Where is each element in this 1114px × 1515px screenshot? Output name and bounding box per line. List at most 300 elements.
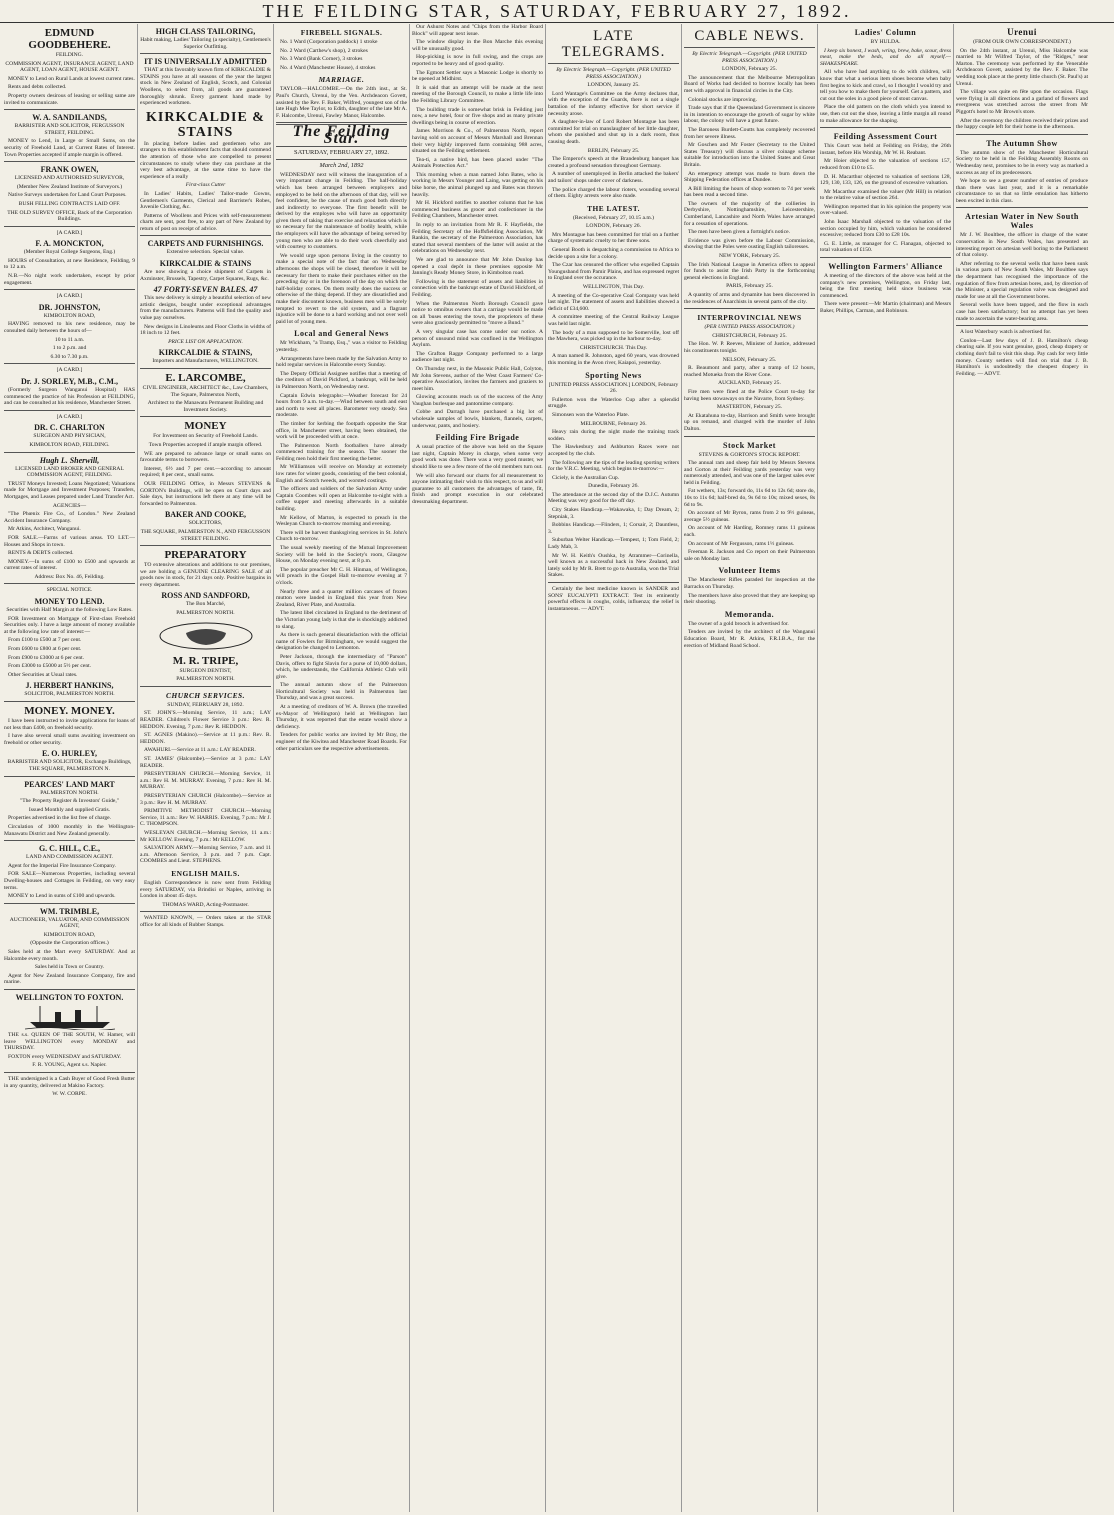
- sherwill-text: FOR SALE.—Farms of various areas. TO LET.—Houses and Shops in town.: [4, 534, 135, 548]
- column-7: [818, 24, 954, 1512]
- volunteer-head: Volunteer Items: [718, 566, 781, 576]
- sporting-news-head: Sporting News: [585, 370, 642, 380]
- artesian-text: Mr J. W. Boultbee, the officer in charge of the water conservation in New South Wales, has presented an interesting report on artesian well boring to the Parliament of that colony.: [956, 232, 1088, 259]
- divider: [820, 127, 951, 128]
- charlton-address: KIMBOLTON ROAD, FEILDING.: [29, 441, 110, 448]
- stock-item: On account of Mr Fergusson, rams 1½ guineas.: [688, 540, 795, 547]
- hill-name: G. C. HILL, C.E.,: [38, 844, 101, 854]
- ks-price-list: PRICE LIST ON APPLICATION.: [168, 338, 243, 345]
- johnston-name: DR. JOHNSTON,: [38, 302, 101, 312]
- stock-item: On account of Mr Byron, rams from 2 to 9½ guineas, average 5½ guineas.: [684, 510, 815, 523]
- court-item: This Court was held at Feilding on Friday, the 26th instant, before His Worship, Mr W. H. Reabant.: [820, 143, 951, 156]
- johnston-text: HAVING removed to his new residence, may be consulted daily between the hours of—: [4, 321, 135, 335]
- church-service: AWAHURI.—Service at 11 a.m.: LAY READER.: [144, 747, 256, 754]
- ks-text: Importers and Manufacturers, WELLINGTON.: [152, 358, 259, 365]
- divider: [4, 226, 135, 227]
- owen-name: FRANK OWEN,: [40, 165, 99, 175]
- court-item: Mr Macarthur examined the valuer (Mr Hill) in relation to the relative value of section 264.: [820, 188, 951, 202]
- local-news-item: Arrangements have been made by the Salvation Army to hold regular services in Halcombe every Sunday.: [276, 355, 407, 369]
- trimble-text: Agent for New Zealand Insurance Company, fire and marine.: [4, 972, 135, 986]
- news-item: The Grafton Ragge Company performed to a large audience last night.: [412, 350, 543, 364]
- money-text: WE are prepared to advance large or small sums on favourable terms to borrowers.: [140, 450, 271, 464]
- divider: [4, 1072, 135, 1073]
- cable-item: Trade says that if the Queensland Government is sincere in its intention to encourage the growth of sugar by white labour, the colony will have a great future.: [684, 105, 815, 125]
- baker-cooke-address: THE SQUARE, PALMERSTON N., AND FERGUSSON STREET FEILDING.: [140, 528, 271, 542]
- news-item: The window display in the Bon Marche this evening will be unusually good.: [412, 39, 543, 52]
- news-item: Hop-picking is now in full swing, and the crops are reported to be heavy and of good quality.: [412, 54, 543, 67]
- divider: [4, 289, 135, 290]
- monckton-card: [A CARD.]: [56, 229, 83, 236]
- telegram-item: A committee meeting of the Central Railway League was held last night.: [548, 314, 679, 327]
- trimble-text: Sales held in Town or Country.: [34, 964, 105, 971]
- dateline: CHRISTCHURCH. This Day.: [579, 344, 648, 351]
- column-8: [954, 24, 1090, 1512]
- monckton-member: (Member Royal College Surgeons, Eng.): [23, 249, 116, 256]
- autumn-show-head: The Autumn Show: [986, 138, 1058, 148]
- divider: [684, 308, 815, 309]
- cable-item: The Baroness Burdett-Coutts has completely recovered from her severe illness.: [684, 126, 815, 140]
- special-notice-text: Other Securities at Usual rates.: [8, 671, 78, 678]
- church-service: ST. JAMES' (Halcombe).—Service at 3 p.m.: LAY READER.: [140, 756, 271, 769]
- sandilands-name: W. A. SANDILANDS,: [32, 113, 107, 123]
- trimble-text: KIMBOLTON ROAD,: [43, 931, 96, 938]
- dateline: [UNITED PRESS ASSOCIATION.] LONDON, February 26.: [548, 381, 679, 395]
- sorley-card: [A CARD.]: [56, 367, 83, 374]
- telegram-item: Mrs Montague has been committed for trial on a further charge of systematic cruelty to her three sons.: [548, 231, 679, 245]
- interprovincial-sub: (PER UNITED PRESS ASSOCIATION.): [704, 324, 795, 331]
- fire-brigade-head: Feilding Fire Brigade: [435, 433, 520, 443]
- special-notice-text: From £100 to £500 at 7 per cent.: [8, 637, 82, 644]
- column-1: [2, 24, 138, 1512]
- divider: [140, 686, 271, 687]
- cable-item: Mr Goschen and Mr Foster (Secretary to the United States Treasury) will discuss a silver coinage scheme suitable for introduction into the United States and Great Britain.: [684, 142, 815, 168]
- urenui-sub: (FROM OUR OWN CORRESPONDENT.): [973, 39, 1071, 45]
- memoranda-item: The owner of a gold brooch is advertised for.: [688, 620, 789, 627]
- sporting-item: Ciciely, is the Australian Cup.: [552, 474, 620, 481]
- money-text: Interest, 6½ and 7 per cent.—according to amount required; 8 per cent., small sums.: [140, 465, 271, 479]
- telegram-item: A daughter-in-law of Lord Robert Montague has been committed for trial on manslaughter of her little daughter, whom she punished and shut up in a dark room, thus causing death.: [548, 119, 679, 145]
- artesian-head: Artesian Water in New South Wales: [965, 212, 1079, 231]
- memoranda-head: Memoranda.: [724, 609, 775, 619]
- sporting-item: City Stakes Handicap.—Wakawaka, 1; Day Dream, 2; Stepniak, 3.: [548, 507, 679, 520]
- divider: [4, 583, 135, 584]
- special-notice-text: From £3000 to £5000 at 5½ per cent.: [8, 663, 92, 670]
- ks-text: First-class Cutter: [185, 182, 226, 189]
- cable-item: The Irish National League in America offers to appeal for funds to assist the Irish Party in the forthcoming general elections in England.: [684, 261, 815, 281]
- divider: [4, 410, 135, 411]
- hurley-name: E. O. HURLEY,: [41, 749, 98, 759]
- ladies-column-head: Ladies' Column: [854, 28, 917, 37]
- local-news-item: As there is such general dissatisfaction with the official name of Fowlers for Birmingham, we would suggest the designation be changed to Lemonton.: [276, 632, 407, 652]
- trimble-text: Sales held at the Mart every SATURDAY. And at Halcombe every month.: [4, 949, 135, 962]
- divider: [4, 363, 135, 364]
- goodbehere-town: FEILDING.: [55, 52, 84, 58]
- newspaper-page: [2, 24, 1112, 1512]
- ks-text: In Ladies' Habits, Ladies' Tailor-made Gowns, Gentlemen's Garments, Clerical and Barrister's Robes, Juvenile Clothing, &c.: [140, 190, 271, 211]
- church-service: WESLEYAN CHURCH.—Morning Service, 11 a.m.: Mr KELLOW. Evening, 7 p.m.: Mr KELLOW.: [140, 829, 271, 843]
- johnston-road: KIMBOLTON ROAD,: [43, 312, 96, 319]
- dateline: AUCKLAND, February 25.: [718, 380, 781, 387]
- late-telegrams-head: LATE TELEGRAMS.: [561, 28, 666, 60]
- advt-text: Conlon—Last few days of J. B. Hamilton's cheap clearing sale. If you want genuine, good, cheap drapery or clothing don't fail to visit this shop. Pay cash for very little money. County settlers will find on trial that J. B. Hamilton's is undoubtedly the cheapest drapery in Feilding. — ADVT.: [956, 337, 1088, 377]
- larcombe-name: E. LARCOMBE,: [165, 372, 246, 384]
- cable-item: Evidence was given before the Labour Commission, showing that the Poles were ousting English tailoresses.: [684, 237, 815, 251]
- assessment-court-head: Feilding Assessment Court: [833, 132, 938, 142]
- fire-brigade-text: A usual practice of the above was held on the Square last night, Captain Morey in charge, when some very good work was done. There was a very good muster, we should like to see a few more of the old members turn out.: [412, 444, 543, 471]
- stock-sub: STEVENS & GORTON'S STOCK REPORT.: [698, 451, 801, 458]
- dateline: PARIS, February 25.: [726, 283, 773, 290]
- owen-text: THE OLD SURVEY OFFICE, Back of the Corporation Buildings.: [7, 209, 132, 223]
- pearces-text: "The Property Register & Investors' Guide,": [19, 798, 120, 805]
- ks-text: This new delivery is simply a beautiful selection of new artistic designs, bought under exceptional advantages from the manufacturers. Patterns will find the quality and value pay ourselves.: [140, 295, 271, 322]
- editorial-date: March 2nd, 1892: [319, 162, 364, 170]
- telegram-item: A number of unemployed in Berlin attacked the bakers' and tailors' shops under cover of darkness.: [548, 171, 679, 184]
- church-service: ST. AGNES (Makino).—Service at 11 p.m.: Rev. R. HEDDON.: [140, 732, 271, 745]
- sherwill-text: "The Phœnix Fire Co., of London." New Zealand Accident Insurance Company.: [4, 511, 135, 524]
- news-item: James Morrison & Co., of Palmerston North, report having sold on account of Messrs Marshall and Brennan their very highly improved farm containing 988 acres, situated on the Feilding settlement.: [412, 128, 543, 155]
- sherwill-text: TRUST Moneys Invested; Loans Negotiated; Valuations made for Mortgage and Investment Purposes; Transfers, Mortgages, and Leases prepared under Land Transfer Act.: [4, 480, 135, 500]
- firebell-head: FIREBELL SIGNALS.: [300, 28, 383, 37]
- church-date: SUNDAY, FEBRUARY 28, 1892.: [167, 701, 244, 708]
- local-news-item: Nearly three and a quarter million carcases of frozen mutton were landed in England this year from New Zealand, River Plate, and Australia.: [276, 588, 407, 608]
- ladies-epigraph: I keep six honest, I wash, wring, brew, bake, scour, dress meat, make the beds, and do all myself.—SHAKESPEARE.: [820, 47, 951, 67]
- tailoring-text: THAT at this favorably known firm of KIRKCALDIE & STAINS you have at all seasons of the year the largest stock in New Zealand of English, Scotch, and Colonial Woollens, to select from, all goods are guaranteed thoroughly shrunk. Every garment hand made by experienced workmen.: [140, 67, 271, 107]
- telegram-item: The Czar has censured the officer who expelled Captain Youngusband from Pamir Plains, and has expressed regret to England over the occurance.: [548, 262, 679, 282]
- firebell-item: No. 2 Ward (Carthew's shop), 2 strokes: [280, 47, 368, 54]
- volunteer-item: The members have also proved that they are keeping up their shooting.: [684, 592, 815, 606]
- news-item: Tea-ti, a native bird, has been placed under "The Animals Protection Act.": [412, 156, 543, 170]
- trimble-name: WM. TRIMBLE,: [39, 906, 100, 916]
- local-news-item: Mr Wickham, "a Tramp, Esq.," was a visitor to Feilding yesterday.: [276, 340, 407, 353]
- mails-text: English Correspondence is now sent from Feilding every SATURDAY, via Brindisi or Naples, arriving in London in about 45 days.: [140, 879, 271, 900]
- preparatory-title: PREPARATORY: [164, 549, 247, 562]
- local-news-item: The popular preacher Mr C. H. Hinman, of Wellington, will preach in the Gospel Hall to-morrow evening at 7 o'clock.: [276, 566, 407, 586]
- news-item: Mr H. Hickford notifies to another column that he has commenced business as grocer and confectioner in the Feilding Chambers, Manchester street.: [412, 200, 543, 220]
- local-news-item: The timber for kerbing the footpath opposite the Star office, in Manchester street, having been obtained, the work will be proceeded with at once.: [276, 420, 407, 441]
- church-service: PRESBYTERIAN CHURCH.—Morning Service, 11 a.m.: Rev H. M. MURRAY. Evening, 7 p.m.: Rev H. M. MURRAY.: [140, 771, 271, 791]
- inter-item: At Ekatahuna to-day, Harrison and Smith were brought up on remand, and charged with the murder of John Dalton.: [684, 412, 815, 432]
- divider: [140, 545, 271, 546]
- telegram-item: A meeting of the Co-operative Coal Company was held last night. The statement of assets and liabilities showed a deficit of £34,600.: [548, 292, 679, 312]
- tooth-emblem-icon: [140, 621, 271, 651]
- ross-text: PALMERSTON NORTH.: [176, 610, 235, 617]
- tailoring-title: HIGH CLASS TAILORING,: [155, 27, 256, 36]
- pearces-text: Properties advertised in the list free of charge.: [8, 815, 112, 822]
- owen-title: LICENSED AND AUTHORISED SURVEYOR,: [14, 175, 125, 182]
- pearces-town: PALMERSTON NORTH.: [40, 789, 99, 796]
- marriage-text: TAYLOR—HALCOMBE.—On the 24th inst., at St. Paul's Church, Urenui, by the Ven. Archdeacon Govett, assisted by the Rev. F. Baker, Wilfred, youngest son of the late Hugh Mee Taylor, to Edith, daughter of the late Mr A. F. Halcombe, Urenui, Fawley Manor, Halcombe.: [276, 86, 407, 119]
- sporting-item: The following are the tips of the leading sporting writers for the V.R.C. Meeting, which begins to-morrow:—: [548, 459, 679, 473]
- news-item: On Thursday next, in the Masonic Public Hall, Colyton, Mr John Stevens, author of the West Coast Farmers' Co-operative Association, invites the farmers and graziers to meet him.: [412, 365, 543, 392]
- inter-item: The Hon. W. P. Reeves, Minister of Justice, addressed his constituents tonight.: [684, 341, 815, 354]
- foxton-text: THE s.s. QUEEN OF THE SOUTH, W. Hamer, will leave WELLINGTON every MONDAY and THURSDAY.: [4, 1032, 135, 1052]
- sherwill-text: MONEY.—In sums of £100 to £500 and upwards at current rates of interest.: [4, 558, 135, 572]
- divider: [4, 701, 135, 702]
- divider: [4, 161, 135, 162]
- sherwill-text: Address: Box No. 46, Feilding.: [34, 573, 105, 580]
- stock-item: The annual ram and sheep fair held by Messrs Stevens and Gorton at their Feilding yards yesterday was very numerously attended, and was one of the largest sales ever held in Feilding.: [684, 460, 815, 486]
- local-news-head: Local and General News: [294, 329, 389, 339]
- dateline: BERLIN, February 25.: [587, 147, 640, 154]
- goodbehere-text: Rents and debts collected.: [8, 84, 67, 91]
- divider: [684, 47, 815, 48]
- monckton-text: HOURS of Consultation, at new Residence, Feilding, 9 to 12 a.m.: [4, 257, 135, 271]
- local-news-item: Mr Williamson will receive on Monday at extremely low rates for winter goods, consisting of the best colonial, English and Scotch tweeds, and worsted costings.: [276, 464, 407, 484]
- news-item: We are glad to announce that Mr John Dunlop has opened a coal depôt in these premises opposite Mr Janning's Ready Money Store, in Kimbolton road.: [412, 257, 543, 277]
- sporting-item: Suburban Welter Handicap.—Tempest, 1; Tom Field, 2; Lady Mab, 3.: [548, 537, 679, 551]
- divider: [956, 207, 1088, 208]
- column-5: [546, 24, 682, 1512]
- ks-text: New designs in Linoleums and Floor Cloths in widths of 18 inch to 12 feet.: [140, 323, 271, 337]
- tripe-title: SURGEON DENTIST,: [179, 667, 232, 674]
- sporting-item: Simonsen won the Waterloo Plate.: [552, 411, 629, 418]
- tailoring-text: Habit making, Ladies' Tailoring (a specialty), Gentlemen's Superior Outfitting.: [140, 37, 271, 50]
- local-news-item: Peter Jackson, through the intermediary of "Parson" Davis, offers to fight Slavin for a purse of 10,000 dollars, which, he understands, the California Athletic Club will give.: [276, 653, 407, 680]
- divider: [140, 235, 271, 236]
- news-item: Glowing accounts reach us of the success of the Amy Vaughan burlesque and pantomime company.: [412, 394, 543, 407]
- column-3: [274, 24, 410, 1512]
- local-news-item: The usual weekly meeting of the Mutual Improvement Society will be held in the Society's room, Glasgow House, on Monday evening next, at 8 p.m.: [276, 545, 407, 565]
- cable-item: Colonial stocks are improving.: [688, 96, 757, 103]
- artesian-text: After referring to the several wells that have been sunk in various parts of New South Wales, Mr Boultbee says the department has recognised the importance of the regulation of flow from artesian bores, and, by direction of the Minister, a special regulation valve was designed and made for use at all the Government bores.: [956, 260, 1088, 300]
- goodbehere-name: EDMUND GOODBEHERE.: [28, 27, 111, 51]
- news-item: The Egmont Settler says a Masonic Lodge is shortly to be opened at Midhirst.: [412, 69, 543, 83]
- ks-text: Are now showing a choice shipment of Carpets in Axminster, Brussels, Tapestry, Carpet Squares, Rugs, &c.: [140, 269, 271, 282]
- firebell-item: No. 3 Ward (Bank Corner), 3 strokes: [280, 56, 363, 63]
- kirkcaldie-stains-banner: KIRKCALDIE & STAINS: [146, 109, 265, 140]
- money-title: MONEY: [184, 420, 227, 433]
- dateline: (Received, February 27, 10.15 a.m.): [573, 214, 654, 221]
- interprovincial-head: INTERPROVINCIAL NEWS: [697, 313, 802, 323]
- divider: [140, 53, 271, 54]
- owen-text: BUSH FELLING CONTRACTS LAID OFF.: [18, 200, 121, 207]
- divider: [4, 989, 135, 990]
- foxton-text: FOXTON every WEDNESDAY and SATURDAY.: [8, 1053, 122, 1060]
- hankins-name: J. HERBERT HANKINS,: [25, 681, 114, 691]
- divider: [4, 840, 135, 841]
- local-news-item: At a meeting of creditors of W. A. Brown (the travelled ex-Mayor of Wellington) held at Wellington last Thursday, it was reported that the estate would show a deficiency.: [276, 704, 407, 730]
- hill-text: MONEY to Lend in sums of £100 and upwards.: [8, 893, 116, 900]
- special-notice-text: From £900 to £3000 at 6 per cent.: [8, 654, 85, 661]
- church-service: ST. JOHN'S.—Morning Service, 11 a.m.; LAY READER. Children's Flower Service 3 p.m.: Rev. R. HEDDON. Evening, 7 p.m.: Rev R. HEDDON.: [140, 710, 271, 730]
- sorley-name: Dr. J. SORLEY, M.B., C.M.,: [21, 377, 118, 386]
- dateline: LONDON, February 25.: [722, 66, 777, 73]
- larcombe-text: CIVIL ENGINEER, ARCHITECT &c., Law Chambers, The Square, Palmerston North,: [142, 385, 269, 398]
- monckton-text: N.B.—No night work undertaken, except by prior engagement.: [4, 273, 135, 286]
- ks-bales: 47 FORTY-SEVEN BALES. 47: [153, 285, 258, 295]
- urenui-text: The village was quite en fête upon the occasion. Flags were flying in all directions and a garland of flowers and evergreens was stretched across the street from Mr Piggott's hotel to Mr Brown's store.: [956, 89, 1088, 115]
- ks-text: In placing before ladies and gentlemen who are strangers to this establishment facts that should commend the attention of those who are compelled to present circumstances to study where they can purchase at the very best advantage, at the same time to have the experience of a really: [140, 140, 271, 180]
- owen-text: Native Surveys undertaken for Land Court Purposes.: [8, 192, 127, 199]
- local-news-item: The Deputy Official Assignee notifies that a meeting of the creditors of David Pickford, a bankrupt, will be held in Palmerston North, on Wednesday next.: [276, 370, 407, 390]
- telegram-item: The police charged the labour rioters, wounding several of them. Eighty arrests were also made.: [548, 186, 679, 200]
- dateline: NELSON, February 25.: [722, 356, 777, 363]
- cable-item: A quantity of arms and dynamite has been discovered in the residences of Anarchists in several parts of the city.: [684, 292, 815, 305]
- money-text: OUR FEILDING Office, in Messrs STEVENS & GORTON's Buildings, will be open on Court days and Sale days, but instructions left there at any time will be forwarded to Palmerston.: [140, 480, 271, 507]
- telegram-item: General Booth is despatching a commission to Africa to decide upon a site for a colony.: [548, 247, 679, 260]
- stock-item: Freeman R. Jackson and Co report on their Palmerston sale on Monday last.: [684, 549, 815, 562]
- money-text: For Investment on Security of Freehold Lands.: [153, 433, 258, 440]
- foxton-title: WELLINGTON TO FOXTON.: [15, 993, 124, 1003]
- local-news-item: There will be harvest thanksgiving services in St. John's Church to-morrow.: [276, 529, 407, 543]
- court-item: John Isaac Marshall objected to the valuation of the section occupied by him, which valuation he considered excessive; reduced from £30 to £28 10s.: [820, 219, 951, 239]
- dateline: LONDON, January 25.: [587, 82, 640, 89]
- divider: [4, 903, 135, 904]
- court-item: Mr Hoier objected to the valuation of sections 157, reduced from £10 to £5.: [820, 158, 951, 171]
- wanted-text: WANTED KNOWN, — Orders taken at the STAR office for all kinds of Rubber Stamps.: [140, 915, 271, 928]
- goodbehere-roles: COMMISSION AGENT, INSURANCE AGENT, LAND AGENT, LOAN AGENT, HOUSE AGENT.: [5, 60, 134, 74]
- dateline: WELLINGTON, This Day.: [582, 284, 645, 291]
- editorial-text: We would urge upon persons living in the country to make a special note of the fact that on Wednesday afternoons the shops will be closed, therefore it will be necessary for them to make their purchases either on the preceding day or in the forenoon of the day on which the half-holiday comes. On them really does the success or otherwise of the thing depend. If they are dissatisfied and make their discontent known, business men will be sorely tempted to revert to the old system, and a flagrant injustice will be done to a hard working and not over well paid lot of young men.: [276, 252, 407, 325]
- cable-item: The announcement that the Melbourne Metropolitan Board of Works had decided to borrow locally has been met with approval in financial circles in the City.: [684, 74, 815, 94]
- fire-brigade-text: We will also forward our charts for all measurement to anyone intimating their wish to this respect, to us and will guarantee to all customers the advantages of taste, fit, finish and prompt execution in our celebrated dressmaking department.: [412, 472, 543, 505]
- cable-item: A Bill limiting the hours of shop women to 74 per week has been read a second time.: [684, 185, 815, 199]
- ross-sandford-name: ROSS AND SANDFORD,: [161, 591, 250, 601]
- sporting-item: Mr W. H. Keith's Oushka, by Atrammer—Corinella, well known as a successful hack in New Zealand, and lately sold by Mr R. Brett to go to Australia, won the Trial Stakes.: [548, 552, 679, 579]
- pearces-text: Issued Monthly and supplied Gratis.: [28, 806, 111, 813]
- divider: [4, 109, 135, 110]
- news-item: The building trade is somewhat brisk in Feilding just now, a new hotel, four or five shops and as many private dwellings being in course of erection.: [412, 106, 543, 126]
- ladies-text: All who have had anything to do with children, will know that what a serious item shoes become when baby first begins to kick and crawl, so I thought I would try and tell you how to make them for yourself. Get a pattern, and cut out the soles in a good piece of stout canvas.: [820, 69, 951, 102]
- corpe-name: W. W. CORPE.: [52, 1091, 87, 1098]
- goodbehere-text: MONEY to Lend on Rural Lands at lowest current rates.: [8, 75, 135, 82]
- special-notice-title: MONEY TO LEND.: [34, 597, 105, 607]
- news-item: A very singular case has come under our notice. A person of unsound mind was confined in the Wellington Asylum.: [412, 328, 543, 349]
- divider: [820, 257, 951, 258]
- ks-carpets-title: CARPETS AND FURNISHINGS.: [147, 239, 264, 249]
- news-item: Our Ashurst Notes and "Chips from the Harbor Board Block" will appear next issue.: [412, 24, 543, 37]
- firebell-item: No. 4 Ward (Manchester House), 4 strokes: [280, 64, 376, 71]
- baker-cooke-title: SOLICITORS,: [188, 520, 223, 527]
- the-latest-head: THE LATEST.: [587, 203, 640, 213]
- memoranda-item: Tenders are invited by the architect of the Wanganui Education Board, Mr R. Atkins, F.R.I.B.A., for the erection of Midland Road School.: [684, 629, 815, 649]
- news-item: Cobbe and Darragh have purchased a big lot of wholesale samples of bowls, blankets, flannels, carpets, underwear, pants, and hosiery.: [412, 409, 543, 429]
- english-mails-head: ENGLISH MAILS.: [171, 868, 240, 878]
- johnston-hours: 10 to 11 a.m.: [54, 336, 85, 343]
- dateline: MASTERTON, February 25.: [716, 404, 783, 411]
- ks-text: Extensive selection. Special value.: [166, 249, 245, 256]
- hankins-title: SOLICITOR, PALMERSTON NORTH.: [24, 691, 115, 698]
- local-news-item: The latest libel circulated in England to the detriment of the Victorian young lady is that she is shockingly addicted to slang.: [276, 610, 407, 630]
- cable-item: An emergency attempt was made to burn down the Shipping Federation offices at Dundee.: [684, 170, 815, 184]
- foxton-agent: F. R. YOUNG, Agent s.s. Napier.: [32, 1062, 107, 1069]
- charlton-title: SURGEON AND PHYSICIAN,: [33, 433, 106, 440]
- dateline: Dunedin, February 26.: [588, 483, 639, 490]
- ladies-byline: BY HULDA.: [870, 39, 901, 45]
- johnston-card: [A CARD.]: [56, 293, 83, 300]
- ks-text: Patterns of Woollens and Prices with self-measurement charts are sent, post free, to any part of New Zealand by return of post on receipt of advice.: [140, 212, 271, 232]
- volunteer-item: The Manchester Rifles paraded for inspection at the Barracks on Thursday.: [684, 577, 815, 590]
- urenui-head: Urenui: [1007, 27, 1037, 37]
- news-item: In reply to an invitation from Mr R. F. Hayfields, the Feilding Secretary of the Hoffsfielding Association, Mr Rankin, the secretary of the Palmerston Association, has stated that several members of the latter will assist at the celebrations on Wednesday next.: [412, 222, 543, 255]
- special-notice-text: Securities with Half Margin at the following Low Rates.: [6, 607, 133, 614]
- inter-item: Fire men were fined at the Police Court to-day for having been stowaways on the Navarre, from Sydney.: [684, 388, 815, 402]
- pearces-name: PEARCES' LAND MART: [24, 779, 115, 789]
- johnston-hours: 1 to 2 p.m. and: [52, 345, 87, 352]
- paper-title: The Feilding Star.: [292, 123, 391, 147]
- charlton-name: DR. C. CHARLTON: [34, 423, 105, 433]
- advt-text: Certainly the best medicine known is SANDER and SONS' EUCALYPTI EXTRACT. Test its eminently powerful effects in coughs, colds, influenza; the relief is instantaneous. — ADVT.: [548, 586, 679, 612]
- column-2: [138, 24, 274, 1512]
- johnston-hours: 6.30 to 7.30 p.m.: [50, 353, 89, 360]
- divider: [4, 776, 135, 777]
- sandilands-text: MONEY to Lend, in Large or Small Sums, on the security of Freehold Land, at Current Rates of Interest. Town Properties accepted if ample margin is offered.: [4, 138, 135, 158]
- money-text: Town Properties accepted if ample margin offered.: [148, 441, 263, 448]
- cable-news-sub: By Electric Telegraph.—Copyright. (PER UNITED PRESS ASSOCIATION.): [692, 51, 807, 64]
- local-news-item: Captain Edwin telegraphs:—Weather forecast for 24 hours from 9 a.m. to-day.—Wind between south and east and north to west all places. Barometer very steady. Sea moderate.: [276, 392, 407, 419]
- news-item: This morning when a man named John Bates, who is working in Messrs Younger and Laing, was getting on his bike horse, the animal plunged up and Bates was thrown heavily.: [412, 171, 543, 198]
- show-text: We hope to see a greater number of entries of produce than there was last year, and it is a remarkable circumstance to us that so little emulation has hitherto been excited in this class.: [956, 178, 1088, 204]
- local-news-item: Mr Kellow, of Marton, is expected to preach in the Wesleyan Church to-morrow morning and evening.: [276, 514, 407, 528]
- telegram-item: The Emperor's speech at the Brandenburg banquet has created a profound sensation throughout Germany.: [548, 156, 679, 169]
- baker-cooke-name: BAKER AND COOKE,: [164, 510, 247, 520]
- local-news-item: The officers and soldiers of the Salvation Army under Captain Coombes will open at Halcombe to-night with a coffee supper and meeting afterwards in a suitable building.: [276, 486, 407, 513]
- dateline: CHRISTCHURCH, February 25.: [712, 332, 787, 339]
- dateline: LONDON, February 26.: [586, 223, 641, 230]
- sherwill-name: Hugh L. Sherwill,: [39, 455, 100, 465]
- divider: [548, 63, 679, 64]
- hill-text: FOR SALE—Numerous Properties, including several Dwelling-houses and Cottages in Feilding, on very easy terms.: [4, 871, 135, 891]
- monckton-name: F. A. MONCKTON,: [35, 239, 104, 249]
- masthead: [0, 0, 1114, 23]
- local-news-item: The Palmerston North footballers have already commenced training for the season. The sooner the Feilding men hold their first meeting the better.: [276, 442, 407, 462]
- divider: [956, 134, 1088, 135]
- alliance-item: There were present:—Mr Martin (chairman) and Messrs Baker, Phillips, Carman, and Robinson.: [820, 301, 951, 314]
- sporting-item: Bobbins Handicap.—Flinders, 1; Corsair, 2; Dauntless, 3.: [548, 522, 679, 535]
- stock-market-head: Stock Market: [723, 440, 776, 450]
- news-item: It is said that an attempt will be made at the next meeting of the Borough Council, to make a little life into the Feilding Library Committee.: [412, 84, 543, 104]
- urenui-text: On the 24th instant, at Urenui, Miss Halcombe was married to Mr Wilfred Taylor, of the "Ridges," near Marton. The ceremony was performed by the Venerable Archdeacon Govett, assisted by the Rev. F. Baker. The wedding took place at the pretty little church (St. Paul's) at Urenui.: [956, 47, 1088, 87]
- money-title: MONEY. MONEY.: [24, 705, 115, 717]
- hill-text: Agent for the Imperial Fire Insurance Company.: [8, 862, 116, 869]
- money-text: I have been instructed to invite applications for loans of not less than £400, on freehold security.: [4, 718, 135, 731]
- sherwill-title: LICENSED LAND BROKER AND GENERAL COMMISSION AGENT, FEILDING.: [15, 465, 124, 479]
- cable-news-head: CABLE NEWS.: [694, 28, 805, 44]
- money-text: I have also several small sums awaiting investment on freehold or other security.: [4, 733, 135, 746]
- church-service: SALVATION ARMY.—Morning Service, 7 a.m. and 11 a.m. Afternoon Service, 3 p.m. and 7 p.m. Capt. COOMBES and Lieut. STEPHENS.: [140, 845, 271, 865]
- divider: [140, 368, 271, 369]
- farmers-alliance-head: Wellington Farmers' Alliance: [828, 262, 943, 272]
- goodbehere-text: Property owners desirous of leasing or selling same are invited to communicate.: [4, 92, 135, 106]
- news-item: When the Palmerston North Borough Council gave notice to omnibus owners that a carriage would be made on all 'buses entering the town, the proprietors of these were also graciously permitted to "move a Bund.": [412, 300, 543, 327]
- steamer-icon: [4, 1004, 135, 1030]
- ks-name: KIRKCALDIE & STAINS: [159, 259, 252, 269]
- tailoring-admitted: IT IS UNIVERSALLY ADMITTED: [144, 57, 267, 67]
- sporting-item: The attendance at the second day of the D.J.C. Autumn Meeting was very good for the off day.: [548, 491, 679, 505]
- mails-postmaster: THOMAS WARD, Acting-Postmaster.: [162, 901, 249, 908]
- firebell-item: No. 1 Ward (Corporation paddock) 1 stroke: [280, 39, 378, 45]
- notice-text: A lost Waterbury watch is advertised for.: [960, 329, 1052, 336]
- late-telegrams-sub: By Electric Telegraph.—Copyright. (PER UNITED PRESS ASSOCIATION.): [556, 67, 671, 80]
- special-notice-text: FOR Investment on Mortgage of First-class Freehold Securities only. I have a large amount of money available at the following low rate of interest:—: [4, 615, 135, 635]
- divider: [4, 452, 135, 453]
- telegram-item: A man named R. Johnston, aged 60 years, was drowned this morning in the Avon river, Kaiapoi, yesterday.: [548, 353, 679, 366]
- tripe-town: PALMERSTON NORTH.: [176, 676, 235, 683]
- ross-text: The Bon Marché,: [185, 601, 226, 608]
- cable-item: The men have been given a fortnight's notice.: [688, 229, 790, 236]
- news-item: Following is the statement of assets and liabilities in connection with the bankrupt estate of David Hickford, of Feilding.: [412, 278, 543, 298]
- trimble-title: AUCTIONEER, VALUATOR, AND COMMISSION AGENT,: [9, 916, 130, 930]
- special-notice-head: SPECIAL NOTICE.: [46, 587, 93, 594]
- marriage-head: MARRIAGE.: [318, 75, 365, 85]
- dateline: MELBOURNE, February 26.: [580, 420, 647, 427]
- stock-item: Fat wethers, 13s; forward do, 11s 6d to 12s 6d; store do, 10s to 11s 6d; half-bred do, 9s 6d to 10s; mixed sexes, 8s 6d to 9s.: [684, 488, 815, 508]
- divider: [140, 911, 271, 912]
- owen-member: (Member New Zealand Institute of Surveyors.): [16, 183, 123, 190]
- divider: [684, 436, 815, 437]
- alliance-item: A meeting of the directors of the above was held at the company's new premises, Wellington, on Friday last, being the first meeting held since business was commenced.: [820, 273, 951, 299]
- ks-name: KIRKCALDIE & STAINS,: [158, 348, 253, 358]
